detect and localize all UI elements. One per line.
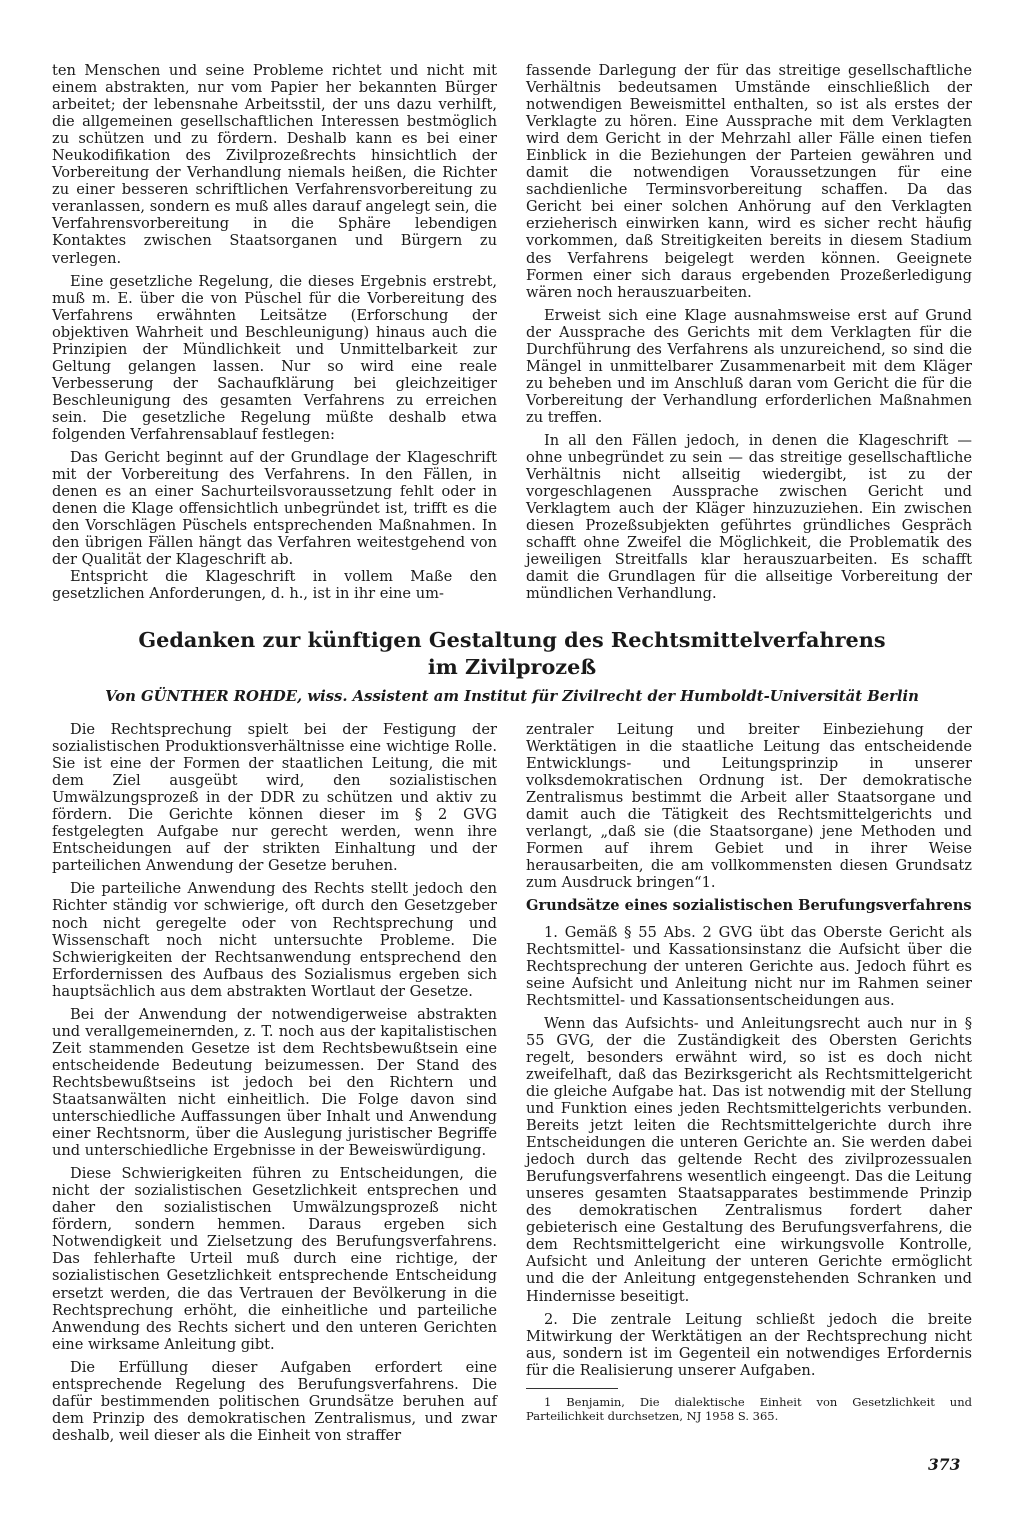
paragraph: In all den Fällen jedoch, in denen die Klageschrift — ohne unbegründet zu sein — das streitige gesellschaftliche Verhältnis nicht allseitig wiedergibt, ist zu der vorgeschlagenen Aussprache zwischen Gericht und Verklagtem auch der Kläger hinzuzuziehen. Ein zwischen diesen Prozeßsubjekten geführtes gründliches Gespräch schafft ohne Zweifel die Möglichkeit, die Problematik des jeweiligen Streitfalls klar herauszuarbeiten. Es schafft damit die Grundlagen für die allseitige Vorbereitung der mündlichen Verhandlung. bbox=[526, 431, 972, 603]
paragraph: Die parteiliche Anwendung des Rechts stellt jedoch den Richter ständig vor schwierige, oft durch den Gesetzgeber noch nicht geregelte oder von Rechtsprechung und Wissenschaft noch nicht untersuchte Probleme. Die Schwierigkeiten der Rechtsanwendung entsprechend den Erfordernissen des Aufbaus des Sozialismus ergeben sich hauptsächlich aus dem abstrakten Wortlaut der Gesetze. bbox=[52, 880, 497, 1000]
paragraph: Erweist sich eine Klage ausnahmsweise erst auf Grund der Aussprache des Gerichts mit dem Verklagten für die Durchführung des Verfahrens als unzureichend, so sind die Mängel in unmittelbarer Zusammenarbeit mit dem Kläger zu beheben und im Anschluß daran vom Gericht die für die Vorbereitung der Verhandlung erforderlichen Maßnahmen zu treffen. bbox=[526, 306, 972, 426]
paragraph: Die Rechtsprechung spielt bei der Festigung der sozialistischen Produktionsverhältnisse eine wichtige Rolle. Sie ist eine der Formen der staatlichen Leitung, die mit dem Ziel ausgeübt wird, den sozialistischen Umwälzungsprozeß in der DDR zu schützen und aktiv zu fördern. Die Gerichte können dieser im § 2 GVG festgelegten Aufgabe nur gerecht werden, wenn ihre Entscheidungen auf der strikten Einhaltung und der parteilichen Anwendung der Gesetze beruhen. bbox=[52, 721, 497, 875]
paragraph: Entspricht die Klageschrift in vollem Maße den gesetzlichen Anforderungen, d. h., ist in ihr eine um- bbox=[52, 568, 497, 603]
paragraph: fassende Darlegung der für das streitige gesellschaftliche Verhältnis bedeutsamen Umstände einschließlich der notwendigen Beweismittel enthalten, so ist als erstes der Verklagte zu hören. Eine Aussprache mit dem Verklagten wird dem Gericht in der Mehrzahl aller Fälle einen tiefen Einblick in die Beziehungen der Parteien gewähren und damit die notwendigen Voraussetzungen für eine sachdienliche Terminsvorbereitung schaffen. Da das Gericht bei einer solchen Anhörung auf den Verklagten erzieherisch einwirken kann, wird es sicher recht häufig vorkommen, daß Streitigkeiten bereits in diesem Stadium des Verfahrens beigelegt werden können. Geeignete Formen einer sich daraus ergebenden Prozeßerledigung wären noch herauszuarbeiten. bbox=[526, 62, 972, 301]
paragraph: Bei der Anwendung der notwendigerweise abstrakten und verallgemeinernden, z. T. noch aus der kapitalistischen Zeit stammenden Gesetze ist dem Rechtsbewußtsein eine entscheidende Bedeutung beizumessen. Der Stand des Rechtsbewußtseins ist jedoch bei den Richtern und Staatsanwälten nicht einheitlich. Die Folge davon sind unterschiedliche Auffassungen über Inhalt und Anwendung einer Rechtsnorm, über die Auslegung juristischer Begriffe und unterschiedliche Ergebnisse in der Beweiswürdigung. bbox=[52, 1005, 497, 1160]
column-top-left bbox=[52, 62, 497, 602]
column-bottom-right bbox=[526, 721, 972, 1379]
paragraph: ten Menschen und seine Probleme richtet und nicht mit einem abstrakten, nur vom Papier her bekannten Bürger arbeitet; der lebensnahe Arbeitsstil, der uns dazu verhilft, die allgemeinen gesellschaftlichen Interessen bestmöglich zu schützen und zu fördern. Deshalb kann es bei einer Neukodifikation des Zivilprozeßrechts hinsichtlich der Vorbereitung der Verhandlung niemals heißen, die Richter zu einer besseren schriftlichen Verfahrensvorbereitung zu veranlassen, sondern es muß alles darauf angelegt sein, die Verfahrensvorbereitung in die Sphäre lebendigen Kontaktes zwischen Staatsorganen und Bürgern zu verlegen. bbox=[52, 62, 497, 267]
footnote: 1 Benjamin, Die dialektische Einheit von Gesetzlichkeit und Parteilichkeit durchsetzen, NJ 1958 S. 365. bbox=[526, 1395, 972, 1423]
column-bottom-left bbox=[52, 721, 497, 1444]
section-heading: Grundsätze eines sozialistischen Berufungsverfahrens bbox=[526, 897, 972, 915]
article-title bbox=[52, 626, 972, 680]
paragraph: Eine gesetzliche Regelung, die dieses Ergebnis erstrebt, muß m. E. über die von Püschel für die Vorbereitung des Verfahrens erwähnten Leitsätze (Erforschung der objektiven Wahrheit und Beschleunigung) hinaus auch die Prinzipien der Mündlichkeit und Unmittelbarkeit zur Geltung gelangen lassen. Nur so wird eine reale Verbesserung der Sachaufklärung bei gleichzeitiger Beschleunigung des gesamten Verfahrens zu erreichen sein. Die gesetzliche Regelung müßte deshalb etwa folgenden Verfahrensablauf festlegen: bbox=[52, 272, 497, 443]
column-top-right bbox=[526, 62, 972, 602]
paragraph: Diese Schwierigkeiten führen zu Entscheidungen, die nicht der sozialistischen Gesetzlichkeit entsprechen und daher den sozialistischen Umwälzungsprozeß nicht fördern, sondern hemmen. Daraus ergeben sich Notwendigkeit und Zielsetzung des Berufungsverfahrens. Das fehlerhafte Urteil muß durch eine richtige, der sozialistischen Gesetzlichkeit entsprechende Entscheidung ersetzt werden, die das Vertrauen der Bevölkerung in die Rechtsprechung erhöht, die einheitliche und parteiliche Anwendung des Rechts sichert und den unteren Gerichten eine wirksame Anleitung gibt. bbox=[52, 1165, 497, 1353]
article-title-line-2: im Zivilprozeß bbox=[427, 654, 597, 679]
footnote-divider bbox=[526, 1388, 618, 1389]
article-byline: Von GÜNTHER ROHDE, wiss. Assistent am Institut für Zivilrecht der Humboldt-Universität Berlin bbox=[105, 688, 919, 705]
paragraph: zentraler Leitung und breiter Einbeziehung der Werktätigen in die staatliche Leitung das entscheidende Entwicklungs- und Leitungsprinzip in unserer volksdemokratischen Ordnung ist. Der demokratische Zentralismus bestimmt die Arbeit aller Staatsorgane und damit auch die Tätigkeit des Rechtsmittelgerichts und verlangt, „daß sie (die Staatsorgane) jene Methoden und Formen auf ihrem Gebiet und in ihrer Weise herausarbeiten, die am vollkommensten diesen Grundsatz zum Ausdruck bringen“1. bbox=[526, 721, 972, 892]
paragraph: Die Erfüllung dieser Aufgaben erfordert eine entsprechende Regelung des Berufungsverfahrens. Die dafür bestimmenden politischen Grundsätze beruhen auf dem Prinzip des demokratischen Zentralismus, und zwar deshalb, weil dieser als die Einheit von straffer bbox=[52, 1358, 497, 1444]
page-number: 373 bbox=[928, 1455, 961, 1474]
article-title-line-1: Gedanken zur künftigen Gestaltung des Rechtsmittelverfahrens bbox=[138, 627, 886, 652]
paragraph: Wenn das Aufsichts- und Anleitungsrecht auch nur in § 55 GVG, der die Zuständigkeit des Obersten Gerichts regelt, besonders erwähnt wird, so ist es doch nicht zweifelhaft, daß das Bezirksgericht als Rechtsmittelgericht die gleiche Aufgabe hat. Das ist notwendig mit der Stellung und Funktion eines jeden Rechtsmittelgerichts verbunden. Bereits jetzt leiten die Rechtsmittelgerichte durch ihre Entscheidungen die unteren Gerichte an. Sie werden dabei jedoch durch das geltende Recht des zivilprozessualen Berufungsverfahrens wesentlich eingeengt. Das die Leitung unseres gesamten Staatsapparates bestimmende Prinzip des demokratischen Zentralismus fordert daher gebieterisch eine Gestaltung des Berufungsverfahrens, die dem Rechtsmittelgericht eine wirkungsvolle Kontrolle, Aufsicht und Anleitung der unteren Gerichte ermöglicht und die der Anleitung entgegenstehenden Schranken und Hindernisse beseitigt. bbox=[526, 1014, 972, 1305]
paragraph: 2. Die zentrale Leitung schließt jedoch die breite Mitwirkung der Werktätigen an der Rechtsprechung nicht aus, sondern ist im Gegenteil ein notwendiges Erfordernis für die Realisierung unserer Aufgaben. bbox=[526, 1310, 972, 1379]
paragraph: 1. Gemäß § 55 Abs. 2 GVG übt das Oberste Gericht als Rechtsmittel- und Kassationsinstanz die Aufsicht über die Rechtsprechung der unteren Gerichte aus. Jedoch führt es seine Aufsicht und Anleitung nicht nur im Rahmen seiner Rechtsmittel- und Kassationsentscheidungen aus. bbox=[526, 923, 972, 1009]
paragraph: Das Gericht beginnt auf der Grundlage der Klageschrift mit der Vorbereitung des Verfahrens. In den Fällen, in denen es an einer Sachurteilsvoraussetzung fehlt oder in denen die Klage offensichtlich unbegründet ist, trifft es die den Vorschlägen Püschels entsprechenden Maßnahmen. In den übrigen Fällen hängt das Verfahren weitestgehend von der Qualität der Klageschrift ab. bbox=[52, 449, 497, 569]
